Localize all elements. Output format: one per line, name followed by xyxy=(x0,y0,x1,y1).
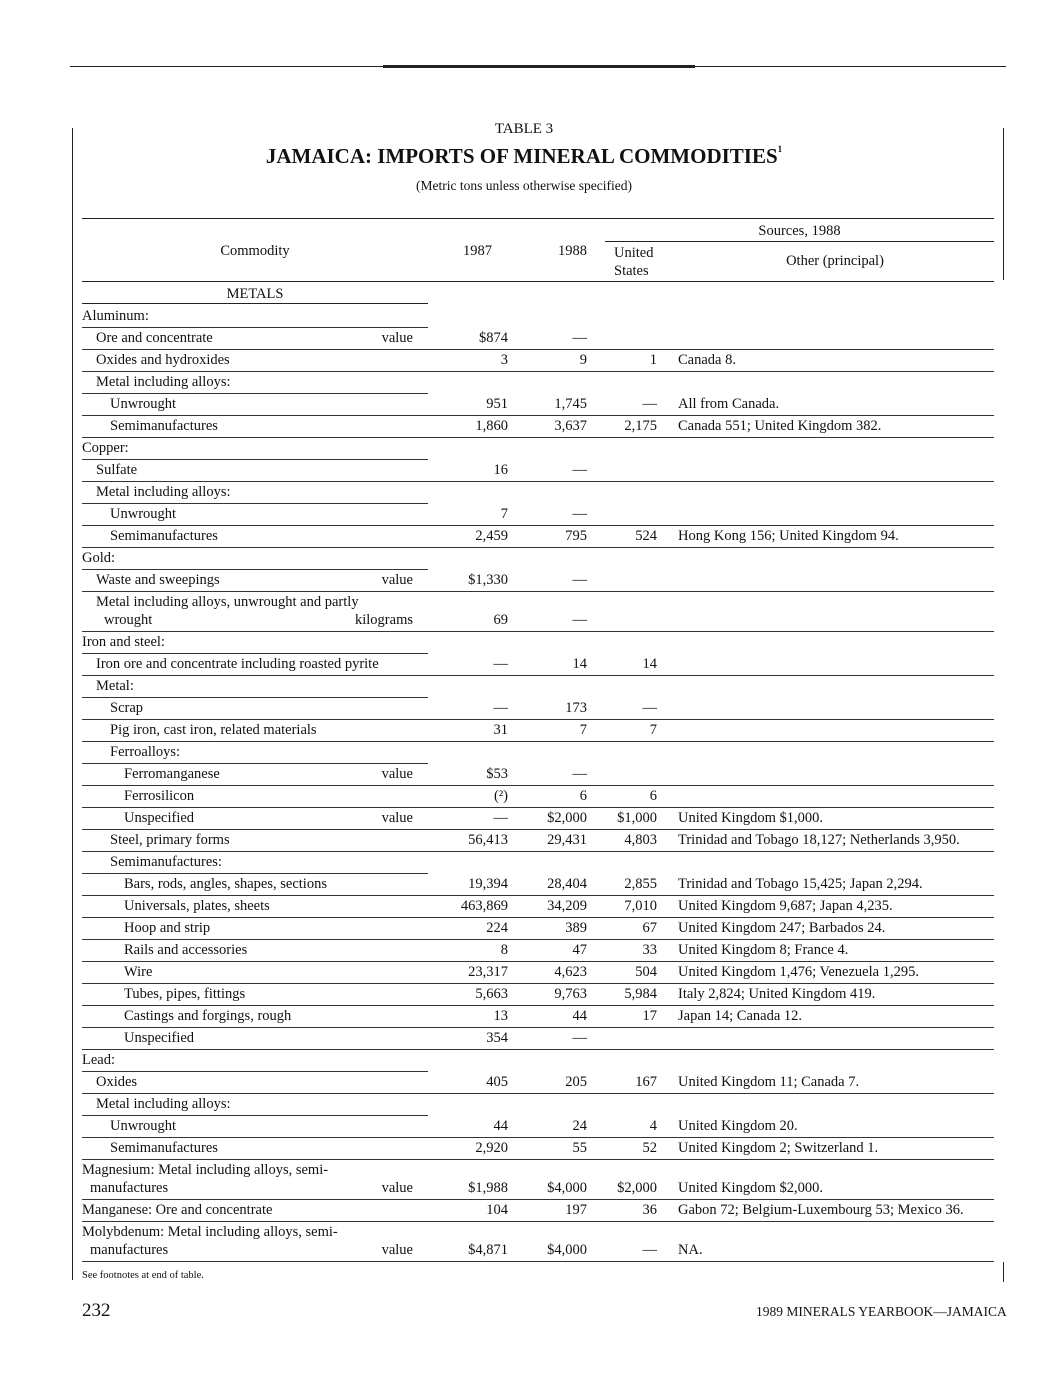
value-1988: 24 xyxy=(572,1118,587,1134)
section-metals: METALS xyxy=(226,286,284,302)
value-united-states: 167 xyxy=(635,1074,657,1090)
row-label: Aluminum: xyxy=(82,308,149,324)
value-united-states: — xyxy=(642,700,657,716)
value-other-principal: United Kingdom $1,000. xyxy=(678,810,823,826)
value-united-states: 6 xyxy=(649,788,657,804)
row-label: Universals, plates, sheets xyxy=(124,898,270,914)
row-rule xyxy=(82,939,994,940)
row-label: Tubes, pipes, fittings xyxy=(124,986,246,1002)
row-label: Copper: xyxy=(82,440,129,456)
right-margin-bar-bottom xyxy=(1003,1262,1004,1282)
value-1988: 55 xyxy=(572,1140,587,1156)
value-1988: 1,745 xyxy=(554,396,587,412)
row-label: Metal including alloys, unwrought and partly xyxy=(96,594,359,610)
value-1988: — xyxy=(572,766,587,782)
row-rule xyxy=(82,371,994,372)
row-rule xyxy=(82,675,994,676)
row-rule xyxy=(82,785,994,786)
value-1988: 795 xyxy=(565,528,587,544)
row-label: Unspecified xyxy=(124,1030,195,1046)
row-label: Oxides and hydroxides xyxy=(96,352,230,368)
row-label: Ferroalloys: xyxy=(110,744,181,760)
row-label: Unwrought xyxy=(110,506,177,522)
row-label: Metal: xyxy=(96,678,134,694)
row-label: Hoop and strip xyxy=(124,920,211,936)
col-other-principal: Other (principal) xyxy=(786,253,884,269)
value-united-states: 4,803 xyxy=(624,832,657,848)
value-united-states: 7,010 xyxy=(624,898,657,914)
value-1988: — xyxy=(572,1030,587,1046)
row-label: Unspecified xyxy=(124,810,195,826)
row-rule xyxy=(82,763,428,764)
row-label: Iron ore and concentrate including roasted pyrite xyxy=(96,656,379,672)
row-label: Ferrosilicon xyxy=(124,788,195,804)
unit-label: kilograms xyxy=(355,612,413,628)
value-1987: 405 xyxy=(486,1074,508,1090)
row-rule xyxy=(82,591,994,592)
value-other-principal: Gabon 72; Belgium-Luxembourg 53; Mexico 36. xyxy=(678,1202,964,1218)
value-1987: 5,663 xyxy=(475,986,508,1002)
row-label: Semimanufactures: xyxy=(110,854,222,870)
row-rule xyxy=(82,393,428,394)
value-1988: 197 xyxy=(565,1202,587,1218)
value-1987: 463,869 xyxy=(460,898,508,914)
value-other-principal: United Kingdom $2,000. xyxy=(678,1180,823,1196)
value-1988: $2,000 xyxy=(547,810,587,826)
row-rule xyxy=(82,1115,428,1116)
col-us-line1: United xyxy=(614,245,654,261)
row-rule xyxy=(82,917,994,918)
value-1988: — xyxy=(572,572,587,588)
value-1987: 69 xyxy=(493,612,508,628)
row-rule xyxy=(82,349,994,350)
value-1987: $1,330 xyxy=(468,572,508,588)
value-1988: 9,763 xyxy=(554,986,587,1002)
value-1987: 31 xyxy=(493,722,508,738)
row-rule xyxy=(82,983,994,984)
value-1987: 56,413 xyxy=(468,832,508,848)
value-1987: 224 xyxy=(486,920,508,936)
row-label: Metal including alloys: xyxy=(96,1096,231,1112)
row-rule xyxy=(82,547,994,548)
row-label: manufactures xyxy=(90,1242,169,1258)
row-rule xyxy=(82,525,994,526)
unit-label: value xyxy=(381,1242,413,1258)
value-other-principal: Canada 551; United Kingdom 382. xyxy=(678,418,882,434)
row-label: Wire xyxy=(124,964,153,980)
value-united-states: 52 xyxy=(642,1140,657,1156)
table-subtitle: (Metric tons unless otherwise specified) xyxy=(416,178,632,193)
value-other-principal: Hong Kong 156; United Kingdom 94. xyxy=(678,528,899,544)
value-1988: 7 xyxy=(579,722,587,738)
row-label: Rails and accessories xyxy=(124,942,248,958)
row-label: Metal including alloys: xyxy=(96,374,231,390)
value-1988: 4,623 xyxy=(554,964,587,980)
value-1987: 951 xyxy=(486,396,508,412)
value-1987: 2,459 xyxy=(475,528,508,544)
value-united-states: 33 xyxy=(642,942,657,958)
sources-rule xyxy=(605,241,994,242)
value-1987: (²) xyxy=(493,788,508,804)
value-united-states: 36 xyxy=(642,1202,657,1218)
value-1987: — xyxy=(493,656,508,672)
value-1987: $4,871 xyxy=(468,1242,508,1258)
row-label: Iron and steel: xyxy=(82,634,165,650)
value-1987: 19,394 xyxy=(468,876,508,892)
row-rule xyxy=(82,1221,994,1222)
value-1988: 3,637 xyxy=(554,418,587,434)
row-rule xyxy=(82,1049,994,1050)
row-rule xyxy=(82,851,994,852)
value-united-states: 67 xyxy=(642,920,657,936)
col-1988: 1988 xyxy=(558,243,587,259)
value-other-principal: Trinidad and Tobago 15,425; Japan 2,294. xyxy=(678,876,923,892)
value-united-states: $1,000 xyxy=(617,810,657,826)
value-1987: 44 xyxy=(493,1118,508,1134)
value-united-states: 4 xyxy=(649,1118,657,1134)
value-1987: 1,860 xyxy=(475,418,508,434)
row-rule xyxy=(82,1093,994,1094)
row-rule xyxy=(82,719,994,720)
row-label: Sulfate xyxy=(96,462,138,478)
row-label: Unwrought xyxy=(110,1118,177,1134)
col-1987: 1987 xyxy=(463,243,492,259)
value-1987: — xyxy=(493,810,508,826)
value-other-principal: All from Canada. xyxy=(678,396,780,412)
value-1987: — xyxy=(493,700,508,716)
header-rule-top xyxy=(82,218,994,219)
row-rule xyxy=(82,1261,994,1262)
unit-label: value xyxy=(381,810,413,826)
value-united-states: 2,175 xyxy=(624,418,657,434)
table-number: TABLE 3 xyxy=(494,121,554,137)
value-1987: $53 xyxy=(486,766,508,782)
col-commodity: Commodity xyxy=(220,243,290,259)
value-1987: $874 xyxy=(479,330,508,346)
value-1987: 354 xyxy=(486,1030,508,1046)
value-other-principal: United Kingdom 9,687; Japan 4,235. xyxy=(678,898,893,914)
value-1988: 205 xyxy=(565,1074,587,1090)
row-rule xyxy=(82,829,994,830)
value-1988: 29,431 xyxy=(547,832,587,848)
row-label: Magnesium: Metal including alloys, semi- xyxy=(82,1162,329,1178)
col-sources-1988: Sources, 1988 xyxy=(758,223,841,239)
value-1988: 44 xyxy=(572,1008,587,1024)
value-other-principal: United Kingdom 20. xyxy=(678,1118,798,1134)
row-rule xyxy=(82,459,428,460)
unit-label: value xyxy=(381,330,413,346)
row-rule xyxy=(82,1027,994,1028)
value-1987: 104 xyxy=(486,1202,508,1218)
row-label: manufactures xyxy=(90,1180,169,1196)
row-label: Ferromanganese xyxy=(124,766,220,782)
row-label: Metal including alloys: xyxy=(96,484,231,500)
value-other-principal: NA. xyxy=(678,1242,703,1258)
value-other-principal: Canada 8. xyxy=(678,352,736,368)
running-title: 1989 MINERALS YEARBOOK—JAMAICA xyxy=(756,1304,1007,1319)
row-label: Semimanufactures xyxy=(110,418,218,434)
col-us-line2: States xyxy=(614,263,649,279)
value-other-principal: United Kingdom 8; France 4. xyxy=(678,942,849,958)
row-rule xyxy=(82,503,428,504)
row-label: Molybdenum: Metal including alloys, semi- xyxy=(82,1224,338,1240)
value-other-principal: Trinidad and Tobago 18,127; Netherlands 3,950. xyxy=(678,832,960,848)
unit-label: value xyxy=(381,766,413,782)
value-1988: 9 xyxy=(579,352,587,368)
unit-label: value xyxy=(381,1180,413,1196)
value-1988: $4,000 xyxy=(547,1242,587,1258)
value-1988: 28,404 xyxy=(547,876,587,892)
value-1988: — xyxy=(572,506,587,522)
page-number: 232 xyxy=(82,1300,111,1321)
row-label: Semimanufactures xyxy=(110,528,218,544)
row-label: Lead: xyxy=(82,1052,116,1068)
row-rule xyxy=(82,697,428,698)
row-rule xyxy=(82,415,994,416)
row-label: wrought xyxy=(104,612,153,628)
value-other-principal: United Kingdom 2; Switzerland 1. xyxy=(678,1140,879,1156)
value-united-states: 7 xyxy=(649,722,657,738)
value-1987: 7 xyxy=(500,506,508,522)
row-rule xyxy=(82,1005,994,1006)
value-united-states: 17 xyxy=(642,1008,657,1024)
value-united-states: — xyxy=(642,1242,657,1258)
row-rule xyxy=(82,481,994,482)
unit-label: value xyxy=(381,572,413,588)
value-1988: — xyxy=(572,462,587,478)
value-united-states: 5,984 xyxy=(624,986,657,1002)
row-rule xyxy=(82,1199,994,1200)
row-label: Gold: xyxy=(82,550,116,566)
row-rule xyxy=(82,873,428,874)
row-rule xyxy=(82,569,428,570)
row-label: Steel, primary forms xyxy=(110,832,230,848)
top-rule-accent xyxy=(383,65,695,68)
left-margin-bar xyxy=(72,128,73,1280)
value-1987: 3 xyxy=(500,352,508,368)
row-label: Manganese: Ore and concentrate xyxy=(82,1202,273,1218)
row-label: Unwrought xyxy=(110,396,177,412)
value-other-principal: United Kingdom 1,476; Venezuela 1,295. xyxy=(678,964,919,980)
row-label: Castings and forgings, rough xyxy=(124,1008,292,1024)
value-1988: 14 xyxy=(572,656,587,672)
value-united-states: 1 xyxy=(649,352,657,368)
footnote-reference: See footnotes at end of table. xyxy=(82,1270,204,1281)
row-label: Semimanufactures xyxy=(110,1140,218,1156)
value-united-states: 504 xyxy=(635,964,657,980)
row-label: Pig iron, cast iron, related materials xyxy=(110,722,317,738)
row-label: Bars, rods, angles, shapes, sections xyxy=(124,876,327,892)
value-1988: — xyxy=(572,330,587,346)
title-footnote-marker: 1 xyxy=(777,144,783,154)
value-united-states: 14 xyxy=(642,656,657,672)
row-rule xyxy=(82,653,428,654)
row-rule xyxy=(82,807,994,808)
table-title xyxy=(0,144,1048,169)
row-label: Waste and sweepings xyxy=(96,572,220,588)
header-rule-bottom xyxy=(82,281,994,282)
value-1987: 16 xyxy=(493,462,508,478)
value-united-states: 524 xyxy=(635,528,657,544)
value-united-states: — xyxy=(642,396,657,412)
row-label: Ore and concentrate xyxy=(96,330,213,346)
row-rule xyxy=(82,895,994,896)
value-1987: $1,988 xyxy=(468,1180,508,1196)
value-1987: 2,920 xyxy=(475,1140,508,1156)
value-1988: 34,209 xyxy=(547,898,587,914)
value-1988: $4,000 xyxy=(547,1180,587,1196)
value-1988: 173 xyxy=(565,700,587,716)
value-1987: 8 xyxy=(500,942,508,958)
value-1987: 23,317 xyxy=(468,964,508,980)
row-label: Oxides xyxy=(96,1074,138,1090)
row-rule xyxy=(82,741,994,742)
value-other-principal: United Kingdom 247; Barbados 24. xyxy=(678,920,886,936)
value-other-principal: Japan 14; Canada 12. xyxy=(678,1008,803,1024)
value-1988: 6 xyxy=(579,788,587,804)
table-title-text: JAMAICA: IMPORTS OF MINERAL COMMODITIES xyxy=(265,144,778,168)
row-rule xyxy=(82,631,994,632)
row-rule xyxy=(82,961,994,962)
row-label: Scrap xyxy=(110,700,144,716)
value-1988: — xyxy=(572,612,587,628)
row-rule xyxy=(82,1159,994,1160)
value-1987: 13 xyxy=(493,1008,508,1024)
row-rule xyxy=(82,327,428,328)
row-rule xyxy=(82,437,994,438)
row-rule xyxy=(82,1071,428,1072)
value-other-principal: Italy 2,824; United Kingdom 419. xyxy=(678,986,876,1002)
value-united-states: $2,000 xyxy=(617,1180,657,1196)
value-other-principal: United Kingdom 11; Canada 7. xyxy=(678,1074,860,1090)
value-1988: 389 xyxy=(565,920,587,936)
section-metals-rule xyxy=(82,303,428,304)
value-1988: 47 xyxy=(572,942,587,958)
row-rule xyxy=(82,1137,994,1138)
value-united-states: 2,855 xyxy=(624,876,657,892)
